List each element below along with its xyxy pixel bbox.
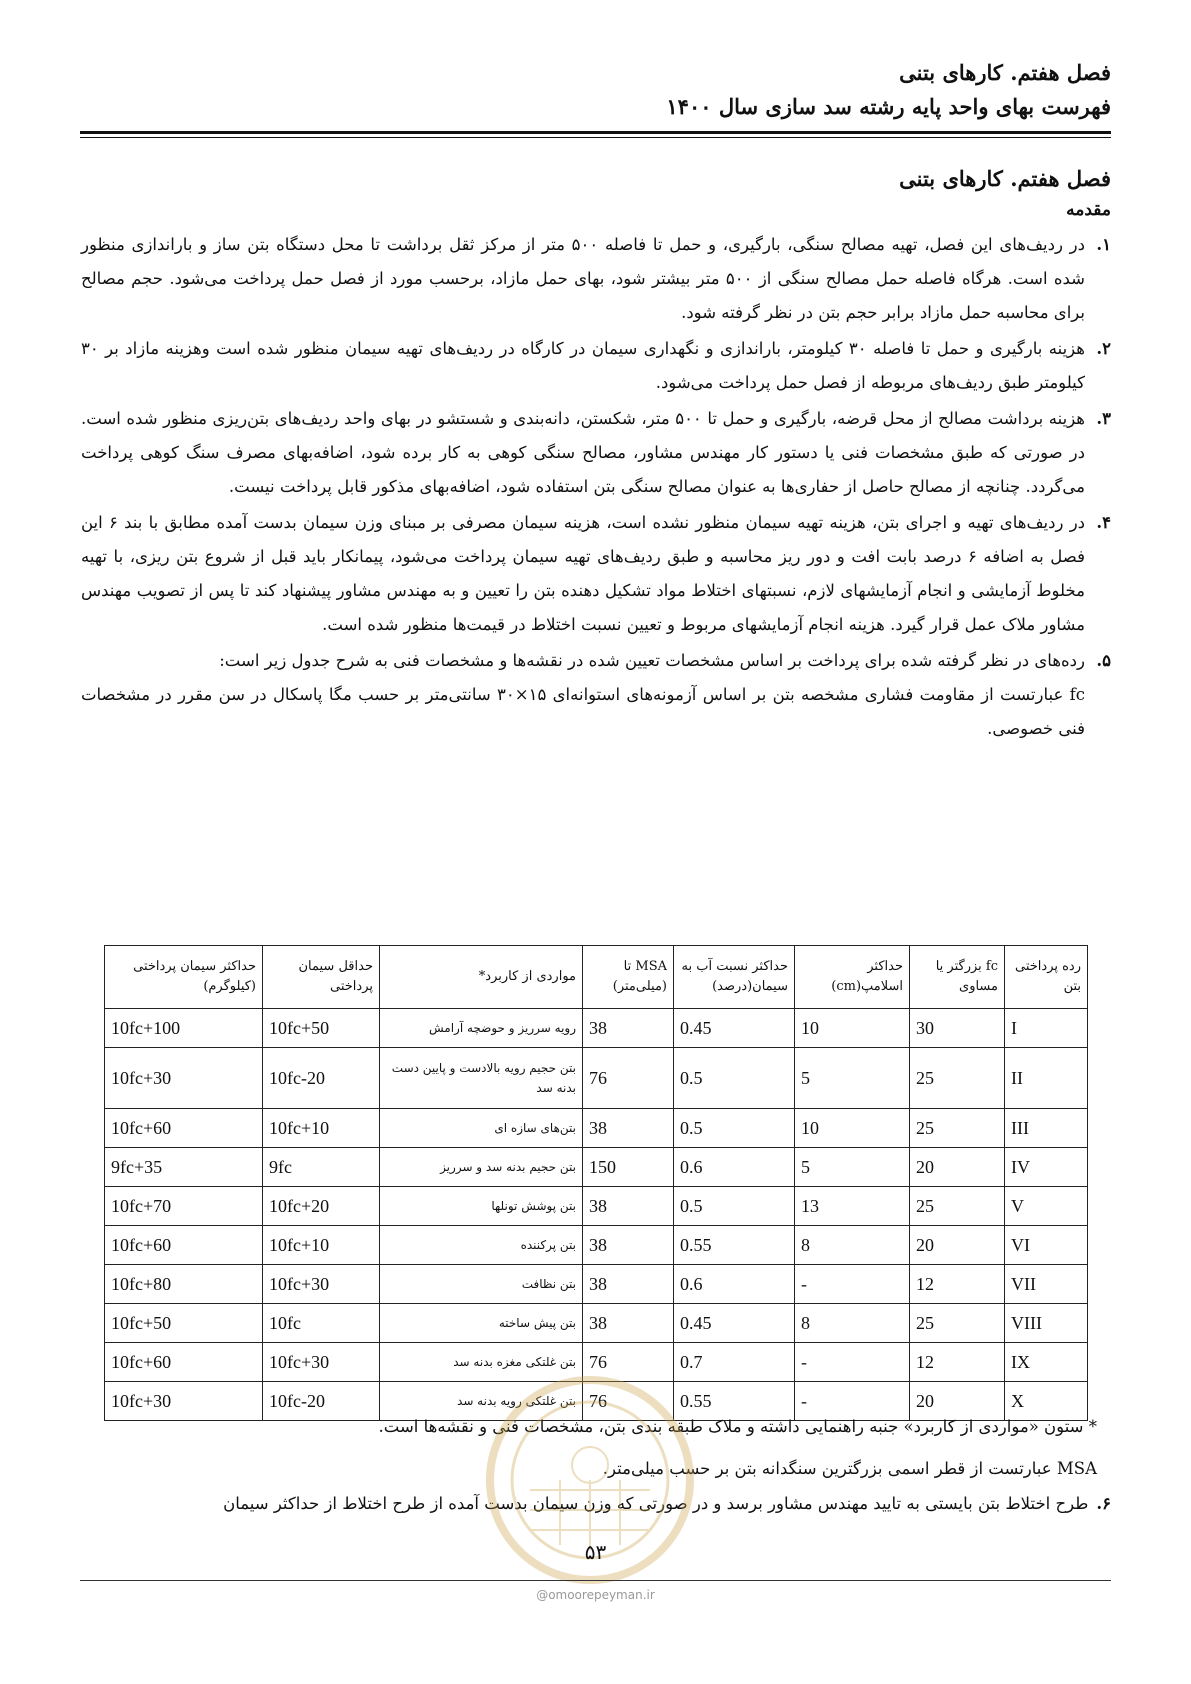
header-chapter: فصل هفتم. کارهای بتنی <box>899 60 1111 85</box>
table-cell: V <box>1005 1187 1088 1226</box>
item-number: ۲. <box>1096 339 1111 358</box>
item-text-fc: fc عبارتست از مقاومت فشاری مشخصه بتن بر اساس آزمونه‌های استوانه‌ای ۱۵×۳۰ سانتی‌متر بر حسب مگا پاسکال در سن مقرر در مشخصات فنی خصوصی. <box>81 685 1085 738</box>
table-cell: 10fc+60 <box>105 1109 263 1148</box>
item-text: رده‌های در نظر گرفته شده برای پرداخت بر اساس مشخصات تعیین شده در نقشه‌ها و مشخصات فنی به شرح جدول زیر است: <box>219 651 1085 670</box>
item-text: در ردیف‌های این فصل، تهیه مصالح سنگی، بارگیری، و حمل تا فاصله ۵۰۰ متر از مرکز ثقل برداشت تا محل دستگاه بتن ساز و باراندازی منظور شده است. هرگاه فاصله حمل مصالح سنگی از ۵۰۰ متر بیشتر شود، بهای حمل مازاد، برحسب مورد از فصل حمل پرداخت می‌شود. حجم مصالح برای محاسبه حمل مازاد برابر حجم بتن در نظر گرفته شود. <box>81 235 1085 322</box>
table-cell: 150 <box>583 1148 674 1187</box>
note-usage: * ستون «مواردی از کاربرد» جنبه راهنمایی داشته و ملاک طبقه بندی بتن، مشخصات فنی و نقشه‌ها است. <box>378 1417 1097 1436</box>
table-cell: 9fc <box>263 1148 380 1187</box>
table-cell: 10fc+60 <box>105 1226 263 1265</box>
table-cell: بتن نظافت <box>380 1265 583 1304</box>
table-cell: - <box>795 1382 910 1421</box>
table-cell: بتن پیش ساخته <box>380 1304 583 1343</box>
item-text: هزینه بارگیری و حمل تا فاصله ۳۰ کیلومتر، باراندازی و نگهداری سیمان در کارگاه در ردیف‌های تهیه سیمان منظور شده است وهزینه مازاد بر ۳۰ کیلومتر طبق ردیف‌های مربوطه از فصل حمل پرداخت می‌شود. <box>81 339 1085 392</box>
table-cell: 0.6 <box>674 1265 795 1304</box>
table-cell: 10fc-20 <box>263 1048 380 1109</box>
concrete-class-table <box>104 945 1088 1421</box>
table-cell: بتن حجیم بدنه سد و سرریز <box>380 1148 583 1187</box>
item-number: ۳. <box>1096 409 1111 428</box>
table-cell: 38 <box>583 1009 674 1048</box>
item-text: طرح اختلاط بتن بایستی به تایید مهندس مشاور برسد و در صورتی که وزن سیمان بدست آمده از طرح اختلاط از حداکثر سیمان <box>223 1494 1089 1513</box>
col-header-class: رده پرداختی بتن <box>1005 946 1088 1009</box>
table-cell: 12 <box>910 1265 1005 1304</box>
col-header-max-cement: حداکثر سیمان پرداختی (کیلوگرم) <box>105 946 263 1009</box>
table-cell: 0.5 <box>674 1187 795 1226</box>
table-cell: 10fc+80 <box>105 1265 263 1304</box>
table-cell: 38 <box>583 1226 674 1265</box>
table-cell: 0.5 <box>674 1048 795 1109</box>
table-cell: - <box>795 1265 910 1304</box>
col-header-wc-ratio: حداکثر نسبت آب به سیمان(درصد) <box>674 946 795 1009</box>
section-subtitle: مقدمه <box>1066 200 1111 220</box>
item-number: ۱. <box>1096 235 1111 254</box>
page-number: ۵۳ <box>584 1540 607 1564</box>
table-cell: 5 <box>795 1048 910 1109</box>
table-cell: 38 <box>583 1265 674 1304</box>
table-cell: 0.45 <box>674 1304 795 1343</box>
table-cell: 38 <box>583 1304 674 1343</box>
item-text: در ردیف‌های تهیه و اجرای بتن، هزینه تهیه سیمان منظور نشده است، هزینه سیمان مصرفی بر مبنای وزن سیمان بدست آمده مطابق با بند ۶ این فصل به اضافه ۶ درصد بابت افت و دور ریز محاسبه و طبق ردیف‌های تهیه سیمان پرداخت می‌شود، پیمانکار باید قبل از شروع بتن ریزی، با تهیه مخلوط آزمایشی و انجام آزمایشهای لازم، نسبتهای اختلاط مواد تشکیل دهنده بتن را تعیین و به مهندس مشاور پیشنهاد کند تا پس از تصویب مهندس مشاور ملاک عمل قرار گیرد. هزینه انجام آزمایشهای مربوط و تعیین نسبت اختلاط در قیمت‌ها منظور شده است. <box>81 513 1086 634</box>
list-item <box>81 506 1111 642</box>
table-cell: 38 <box>583 1109 674 1148</box>
table-cell: VI <box>1005 1226 1088 1265</box>
header-list-title: فهرست بهای واحد پایه رشته سد سازی سال ۱۴۰۰ <box>666 94 1111 119</box>
col-header-min-cement: حداقل سیمان پرداختی <box>263 946 380 1009</box>
table-cell: VII <box>1005 1265 1088 1304</box>
table-cell: - <box>795 1343 910 1382</box>
table-cell: 10fc+100 <box>105 1009 263 1048</box>
table-row <box>105 1226 1088 1265</box>
col-header-msa: MSA تا (میلی‌متر) <box>583 946 674 1009</box>
table-body <box>105 1009 1088 1421</box>
table-cell: 25 <box>910 1048 1005 1109</box>
table-cell: 76 <box>583 1048 674 1109</box>
table-row <box>105 1265 1088 1304</box>
table-cell: I <box>1005 1009 1088 1048</box>
table-cell: 25 <box>910 1109 1005 1148</box>
table-cell: 8 <box>795 1304 910 1343</box>
header-rule-thick <box>80 131 1111 134</box>
table-cell: III <box>1005 1109 1088 1148</box>
table-cell: بتن غلتکی مغزه بدنه سد <box>380 1343 583 1382</box>
table-cell: 10fc+30 <box>263 1343 380 1382</box>
table-cell: 38 <box>583 1187 674 1226</box>
table-header-row <box>105 946 1088 1009</box>
note-msa: MSA عبارتست از قطر اسمی بزرگترین سنگدانه بتن بر حسب میلی‌متر. <box>602 1459 1097 1478</box>
table-cell: VIII <box>1005 1304 1088 1343</box>
list-item <box>81 332 1111 400</box>
table-cell: 10fc <box>263 1304 380 1343</box>
table-row <box>105 1304 1088 1343</box>
table-cell: 8 <box>795 1226 910 1265</box>
table-cell: II <box>1005 1048 1088 1109</box>
col-header-slump: حداکثر اسلامپ(cm) <box>795 946 910 1009</box>
table-cell: 9fc+35 <box>105 1148 263 1187</box>
table-cell: 0.7 <box>674 1343 795 1382</box>
table-cell: 10fc-20 <box>263 1382 380 1421</box>
section-title: فصل هفتم. کارهای بتنی <box>899 166 1111 191</box>
table-cell: 10fc+20 <box>263 1187 380 1226</box>
table-cell: 10fc+50 <box>263 1009 380 1048</box>
item-text: هزینه برداشت مصالح از محل قرضه، بارگیری و حمل تا ۵۰۰ متر، شکستن، دانه‌بندی و شستشو در بهای واحد ردیف‌های بتن‌ریزی منظور شده است. در صورتی که طبق مشخصات فنی یا دستور کار مهندس مشاور، مصالح سنگی کوهی به کار برده شود، اضافه‌بهای مصرف سنگ کوهی پرداخت می‌گردد. چنانچه از مصالح حاصل از حفاری‌ها به عنوان مصالح سنگی بتن استفاده شود، اضافه‌بهای مذکور قابل پرداخت نیست. <box>81 409 1085 496</box>
table-cell: 0.6 <box>674 1148 795 1187</box>
list-item <box>81 644 1111 746</box>
table-cell: 10fc+60 <box>105 1343 263 1382</box>
table-cell: بتن غلتکی رویه بدنه سد <box>380 1382 583 1421</box>
list-item <box>81 228 1111 330</box>
table-cell: 10 <box>795 1109 910 1148</box>
table-cell: 20 <box>910 1226 1005 1265</box>
table-cell: 76 <box>583 1343 674 1382</box>
page-header <box>81 56 1111 124</box>
table-cell: 10fc+30 <box>263 1265 380 1304</box>
table-cell: بتن حجیم رویه بالادست و پایین دست بدنه سد <box>380 1048 583 1109</box>
item-number: ۴. <box>1096 513 1111 532</box>
table-cell: 10fc+70 <box>105 1187 263 1226</box>
table-cell: 25 <box>910 1187 1005 1226</box>
list-item <box>81 402 1111 504</box>
table-cell: 12 <box>910 1343 1005 1382</box>
table-row <box>105 1187 1088 1226</box>
item-number: ۵. <box>1096 651 1111 670</box>
footer-rule <box>80 1580 1111 1581</box>
table-row <box>105 1148 1088 1187</box>
table-cell: بتن پرکننده <box>380 1226 583 1265</box>
table-cell: 0.55 <box>674 1226 795 1265</box>
table-cell: 10 <box>795 1009 910 1048</box>
table-cell: 0.45 <box>674 1009 795 1048</box>
table-cell: X <box>1005 1382 1088 1421</box>
col-header-fc: fc بزرگتر یا مساوی <box>910 946 1005 1009</box>
main-content <box>81 162 1111 748</box>
table-cell: 5 <box>795 1148 910 1187</box>
table-cell: IV <box>1005 1148 1088 1187</box>
table-cell: 0.55 <box>674 1382 795 1421</box>
table-cell: 20 <box>910 1148 1005 1187</box>
header-rule-thin <box>80 137 1111 138</box>
item-number: ۶. <box>1096 1494 1111 1513</box>
table-cell: 13 <box>795 1187 910 1226</box>
table-cell: 76 <box>583 1382 674 1421</box>
table-cell: 10fc+30 <box>105 1382 263 1421</box>
table-cell: 10fc+50 <box>105 1304 263 1343</box>
watermark-site: @omoorepeyman.ir <box>536 1588 655 1602</box>
col-header-usage: مواردی از کاربرد* <box>380 946 583 1009</box>
table-cell: رویه سرریز و حوضچه آرامش <box>380 1009 583 1048</box>
table-row <box>105 1048 1088 1109</box>
table-cell: 10fc+10 <box>263 1109 380 1148</box>
table-cell: 10fc+30 <box>105 1048 263 1109</box>
table-cell: 20 <box>910 1382 1005 1421</box>
table-cell: IX <box>1005 1343 1088 1382</box>
table-cell: بتن‌های سازه ای <box>380 1109 583 1148</box>
table-cell: 30 <box>910 1009 1005 1048</box>
table-cell: 25 <box>910 1304 1005 1343</box>
table-row <box>105 1009 1088 1048</box>
table-row <box>105 1109 1088 1148</box>
table-cell: بتن پوشش تونلها <box>380 1187 583 1226</box>
table-cell: 0.5 <box>674 1109 795 1148</box>
table-cell: 10fc+10 <box>263 1226 380 1265</box>
